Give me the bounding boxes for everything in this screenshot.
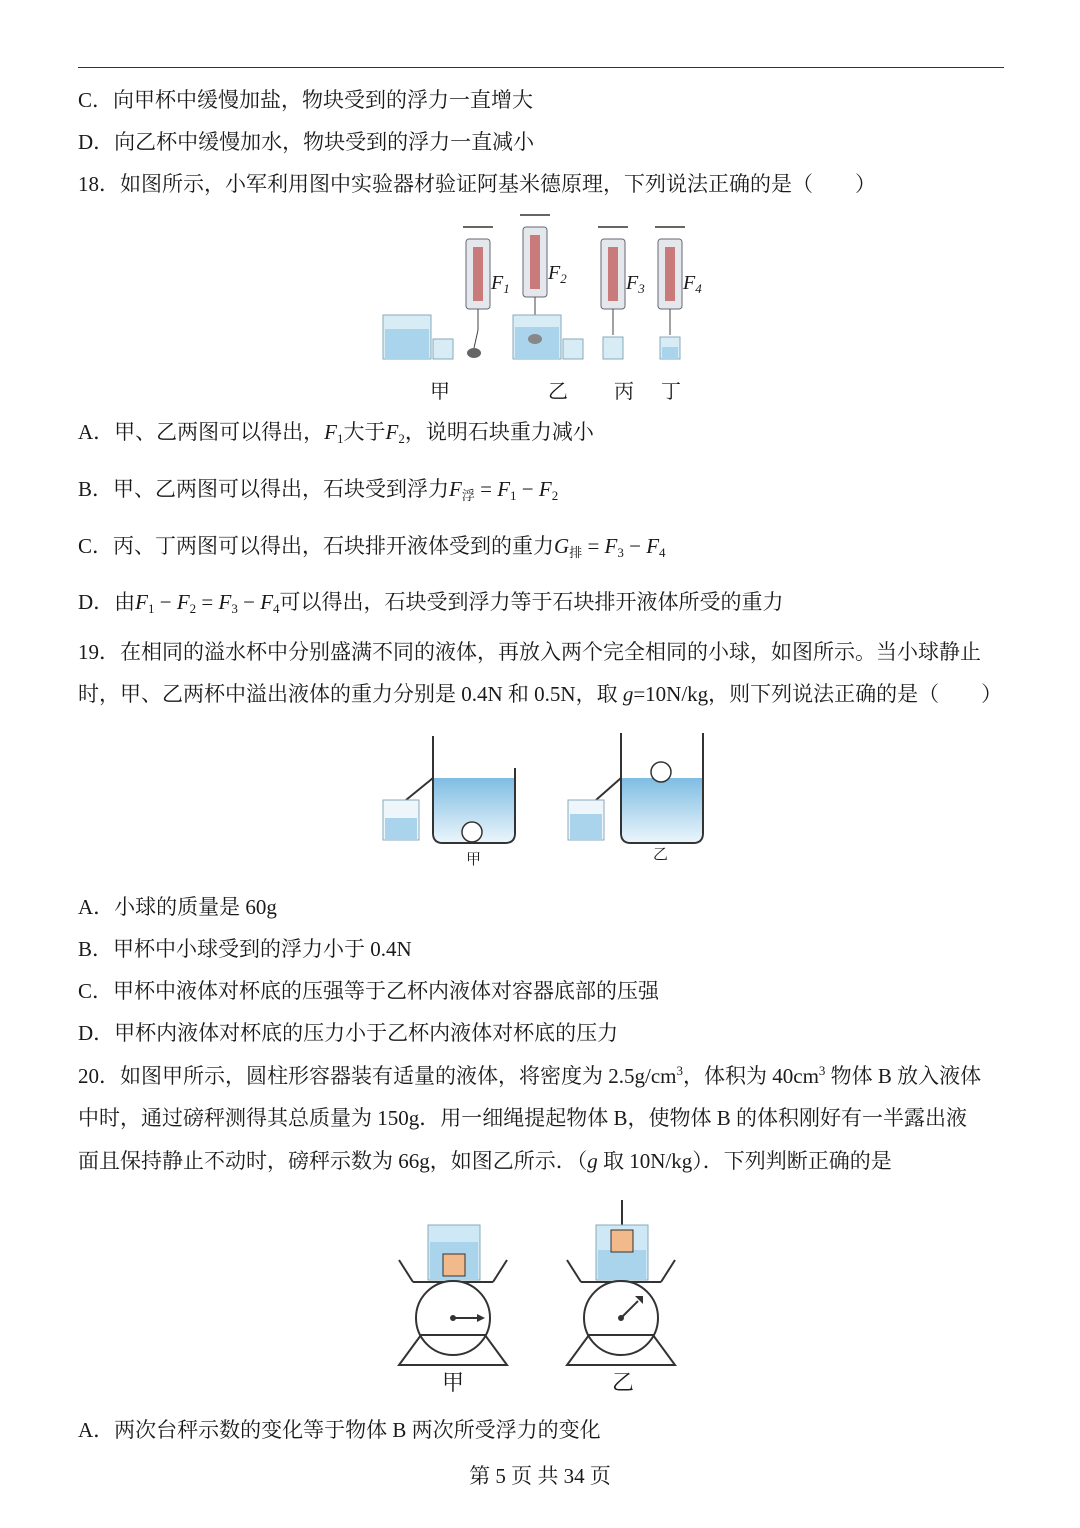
spring-scale-4 — [658, 239, 682, 335]
q18-fig-label-bing: 丙 — [614, 381, 634, 403]
q20-figure — [395, 1200, 695, 1375]
q19-stem-line1: 19．在相同的溢水杯中分别盛满不同的液体，再放入两个完全相同的小球，如图所示。当小球静止 — [78, 640, 981, 664]
q20-stem-line3: 面且保持静止不动时，磅秤示数为 66g，如图乙所示．（g 取 10N/kg）．下列判断正确的是 — [78, 1149, 892, 1173]
q18-figure — [375, 205, 705, 405]
force-label-1: $F_1$ — [491, 272, 510, 296]
force-label-2: $F_2$ — [548, 262, 567, 286]
q19-fig-label-yi: 乙 — [653, 847, 669, 863]
q18-fig-label-ding: 丁 — [661, 381, 681, 403]
scale-jia — [399, 1225, 507, 1365]
q20-fig-label-jia: 甲 — [442, 1370, 465, 1395]
q18-option-c: C．丙、丁两图可以得出，石块排开液体受到的重力$G_排 = F_3 - F_4$ — [78, 534, 666, 560]
q19-figure — [378, 728, 718, 858]
q17-option-d: D．向乙杯中缓慢加水，物块受到的浮力一直减小 — [78, 130, 535, 154]
q18-fig-label-jia: 甲 — [430, 381, 450, 403]
page-footer: 第 5 页 共 34 页 — [469, 1464, 611, 1488]
q19-option-c: C．甲杯中液体对杯底的压强等于乙杯内液体对容器底部的压强 — [78, 979, 660, 1003]
q18-option-a: A．甲、乙两图可以得出，$F_1$大于$F_2$，说明石块重力减小 — [78, 420, 594, 446]
q19-fig-label-jia: 甲 — [466, 852, 482, 868]
q20-stem-line1: 20．如图甲所示，圆柱形容器装有适量的液体，将密度为 $2.5g/cm^3$，体积为 $40cm^3$ 物体 B 放入液体 — [78, 1063, 982, 1088]
force-label-4: $F_4$ — [683, 272, 702, 296]
q19-option-b: B．甲杯中小球受到的浮力小于 0.4N — [78, 937, 412, 961]
q19-option-a: A．小球的质量是 60g — [78, 895, 277, 919]
q19-stem-line2: 时，甲、乙两杯中溢出液体的重力分别是 0.4N 和 0.5N，取 g=10N/kg，则下列说法正确的是（ ） — [78, 682, 1003, 706]
q18-option-b: B．甲、乙两图可以得出，石块受到浮力$F_浮 = F_1 - F_2$ — [78, 477, 559, 503]
spring-scale-1 — [466, 239, 490, 358]
q18-stem: 18．如图所示，小军利用图中实验器材验证阿基米德原理，下列说法正确的是（ ） — [78, 172, 876, 196]
q20-stem-line2: 中时，通过磅秤测得其总质量为 150g．用一细绳提起物体 B，使物体 B 的体积刚好有一半露出液 — [78, 1106, 968, 1130]
q20-fig-label-yi: 乙 — [612, 1370, 635, 1395]
q18-option-d: D．由$F_1 - F_2 = F_3 - F_4$可以得出，石块受到浮力等于石块排开液体所受的重力 — [78, 590, 784, 616]
force-label-3: $F_3$ — [626, 272, 645, 296]
q18-fig-label-yi: 乙 — [548, 381, 568, 403]
q17-option-c: C．向甲杯中缓慢加盐，物块受到的浮力一直增大 — [78, 88, 534, 112]
q19-option-d: D．甲杯内液体对杯底的压力小于乙杯内液体对杯底的压力 — [78, 1021, 619, 1045]
q20-option-a: A．两次台秤示数的变化等于物体 B 两次所受浮力的变化 — [78, 1418, 601, 1442]
header-rule — [78, 67, 1004, 68]
scale-yi — [567, 1200, 675, 1365]
spring-scale-3 — [601, 239, 625, 335]
